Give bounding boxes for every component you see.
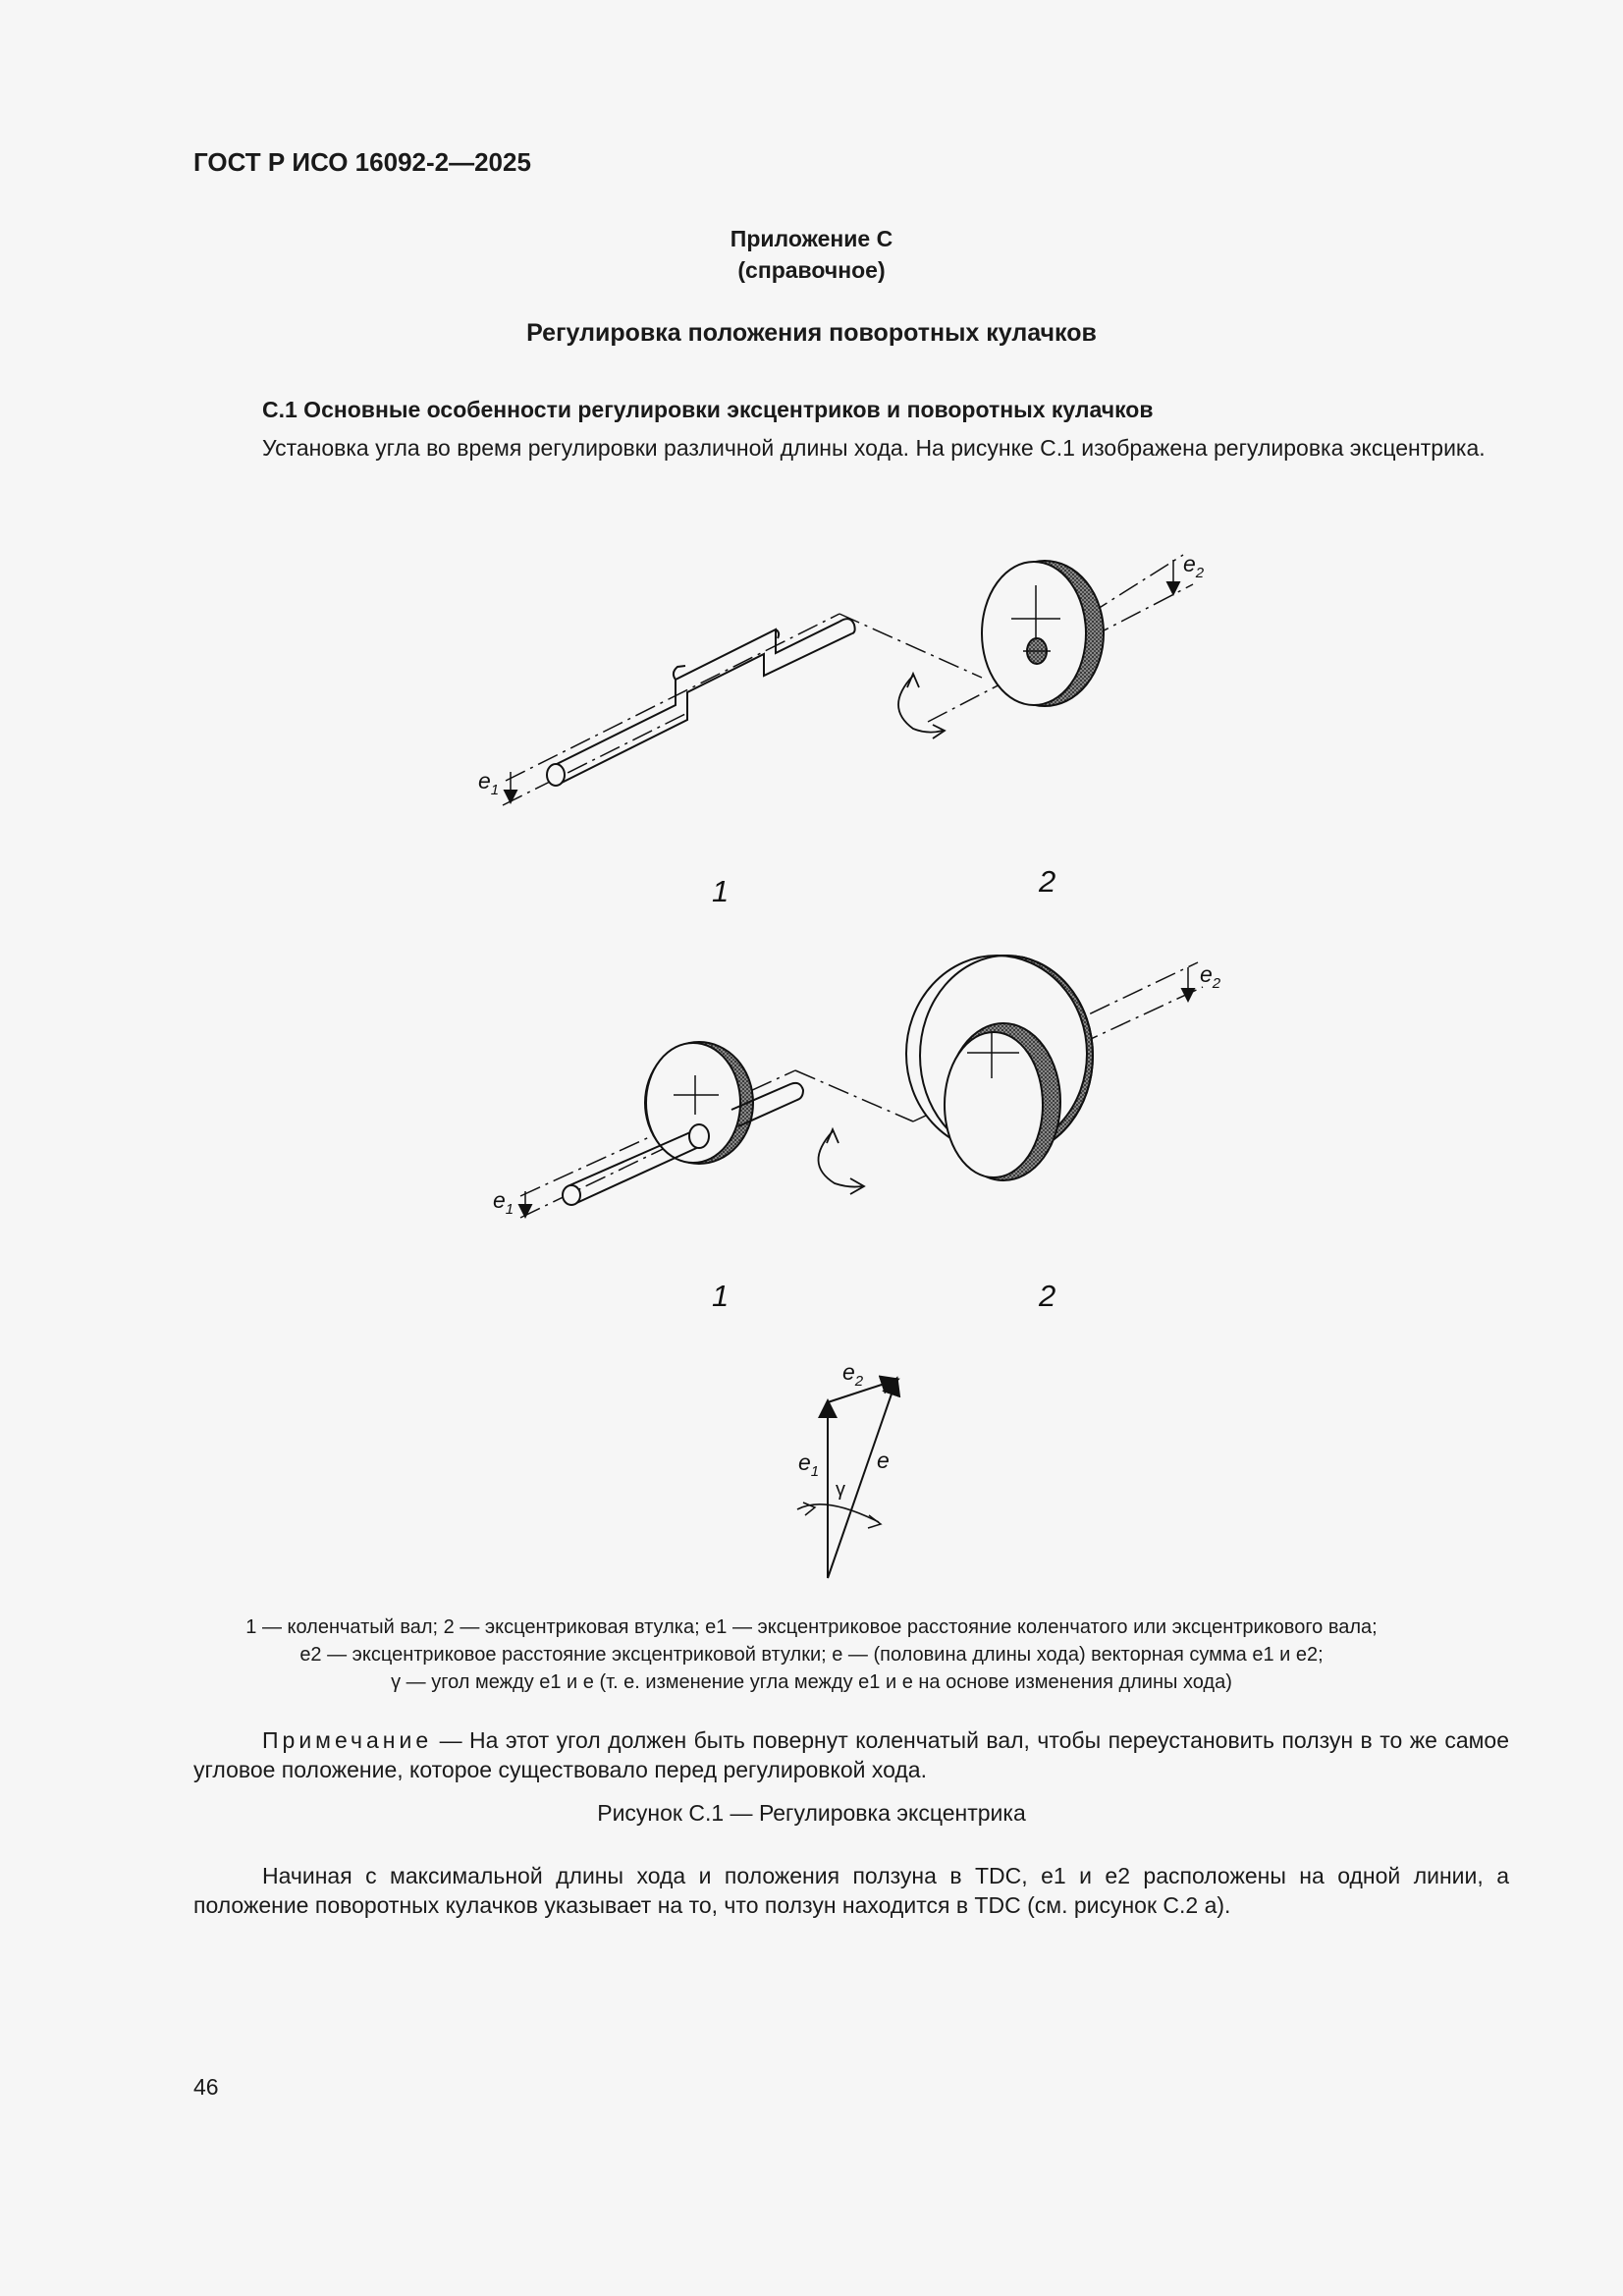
paragraph-after-figure: Начиная с максимальной длины хода и положения ползуна в TDC, e1 и e2 расположены на одной линии, а положение поворотных кулачков указывает на то, что ползун находится в TDC (см. рисунок С.2 а).	[193, 1863, 1509, 1918]
middle-e1-label: $e_1$	[493, 1187, 514, 1218]
note-label: Примечание	[262, 1727, 433, 1753]
section-c1-paragraph: Установка угла во время регулировки различной длины хода. На рисунке С.1 изображена регулировка эксцентрика.	[262, 435, 1486, 461]
legend-line-1: 1 — коленчатый вал; 2 — эксцентриковая втулка; e1 — эксцентриковое расстояние коленчатого или эксцентрикового вала;	[245, 1616, 1378, 1638]
vector-e2-label: $e_2$	[842, 1359, 864, 1390]
page-number: 46	[193, 2074, 219, 2100]
top-item1-label: 1	[712, 874, 730, 908]
annex-heading: Регулировка положения поворотных кулачков	[526, 319, 1097, 347]
middle-drawing	[520, 956, 1203, 1218]
section-c1-heading: С.1 Основные особенности регулировки эксцентриков и поворотных кулачков	[262, 397, 1154, 422]
note-text: — На этот угол должен быть повернут коленчатый вал, чтобы переустановить ползун в то же самое угловое положение, которое существовало перед регулировкой хода.	[193, 1727, 1510, 1782]
figure-note	[193, 1725, 1509, 1784]
annex-title: Приложение С	[730, 226, 893, 251]
vector-gamma-label: γ	[836, 1479, 845, 1501]
document-code: ГОСТ Р ИСО 16092-2—2025	[193, 147, 531, 177]
figure-caption: Рисунок С.1 — Регулировка эксцентрика	[597, 1800, 1026, 1826]
figure-legend	[0, 1613, 1623, 1696]
annex-kind: (справочное)	[737, 257, 886, 283]
vector-e1-label: $e_1$	[798, 1449, 820, 1480]
middle-item2-label: 2	[1039, 1279, 1056, 1313]
top-e1-label: $e_1$	[478, 768, 500, 798]
legend-line-3: γ — угол между e1 и e (т. е. изменение угла между e1 и e на основе изменения длины хода)	[391, 1671, 1232, 1693]
top-e2-label: $e_2$	[1183, 551, 1205, 581]
middle-e2-label: $e_2$	[1200, 961, 1221, 992]
legend-line-2: e2 — эксцентриковое расстояние эксцентриковой втулки; e — (половина длины хода) векторная сумма e1 и e2;	[299, 1644, 1324, 1666]
top-drawing	[503, 555, 1193, 805]
top-item2-label: 2	[1039, 864, 1056, 899]
middle-item1-label: 1	[712, 1279, 730, 1313]
vector-e-label: e	[877, 1448, 890, 1473]
